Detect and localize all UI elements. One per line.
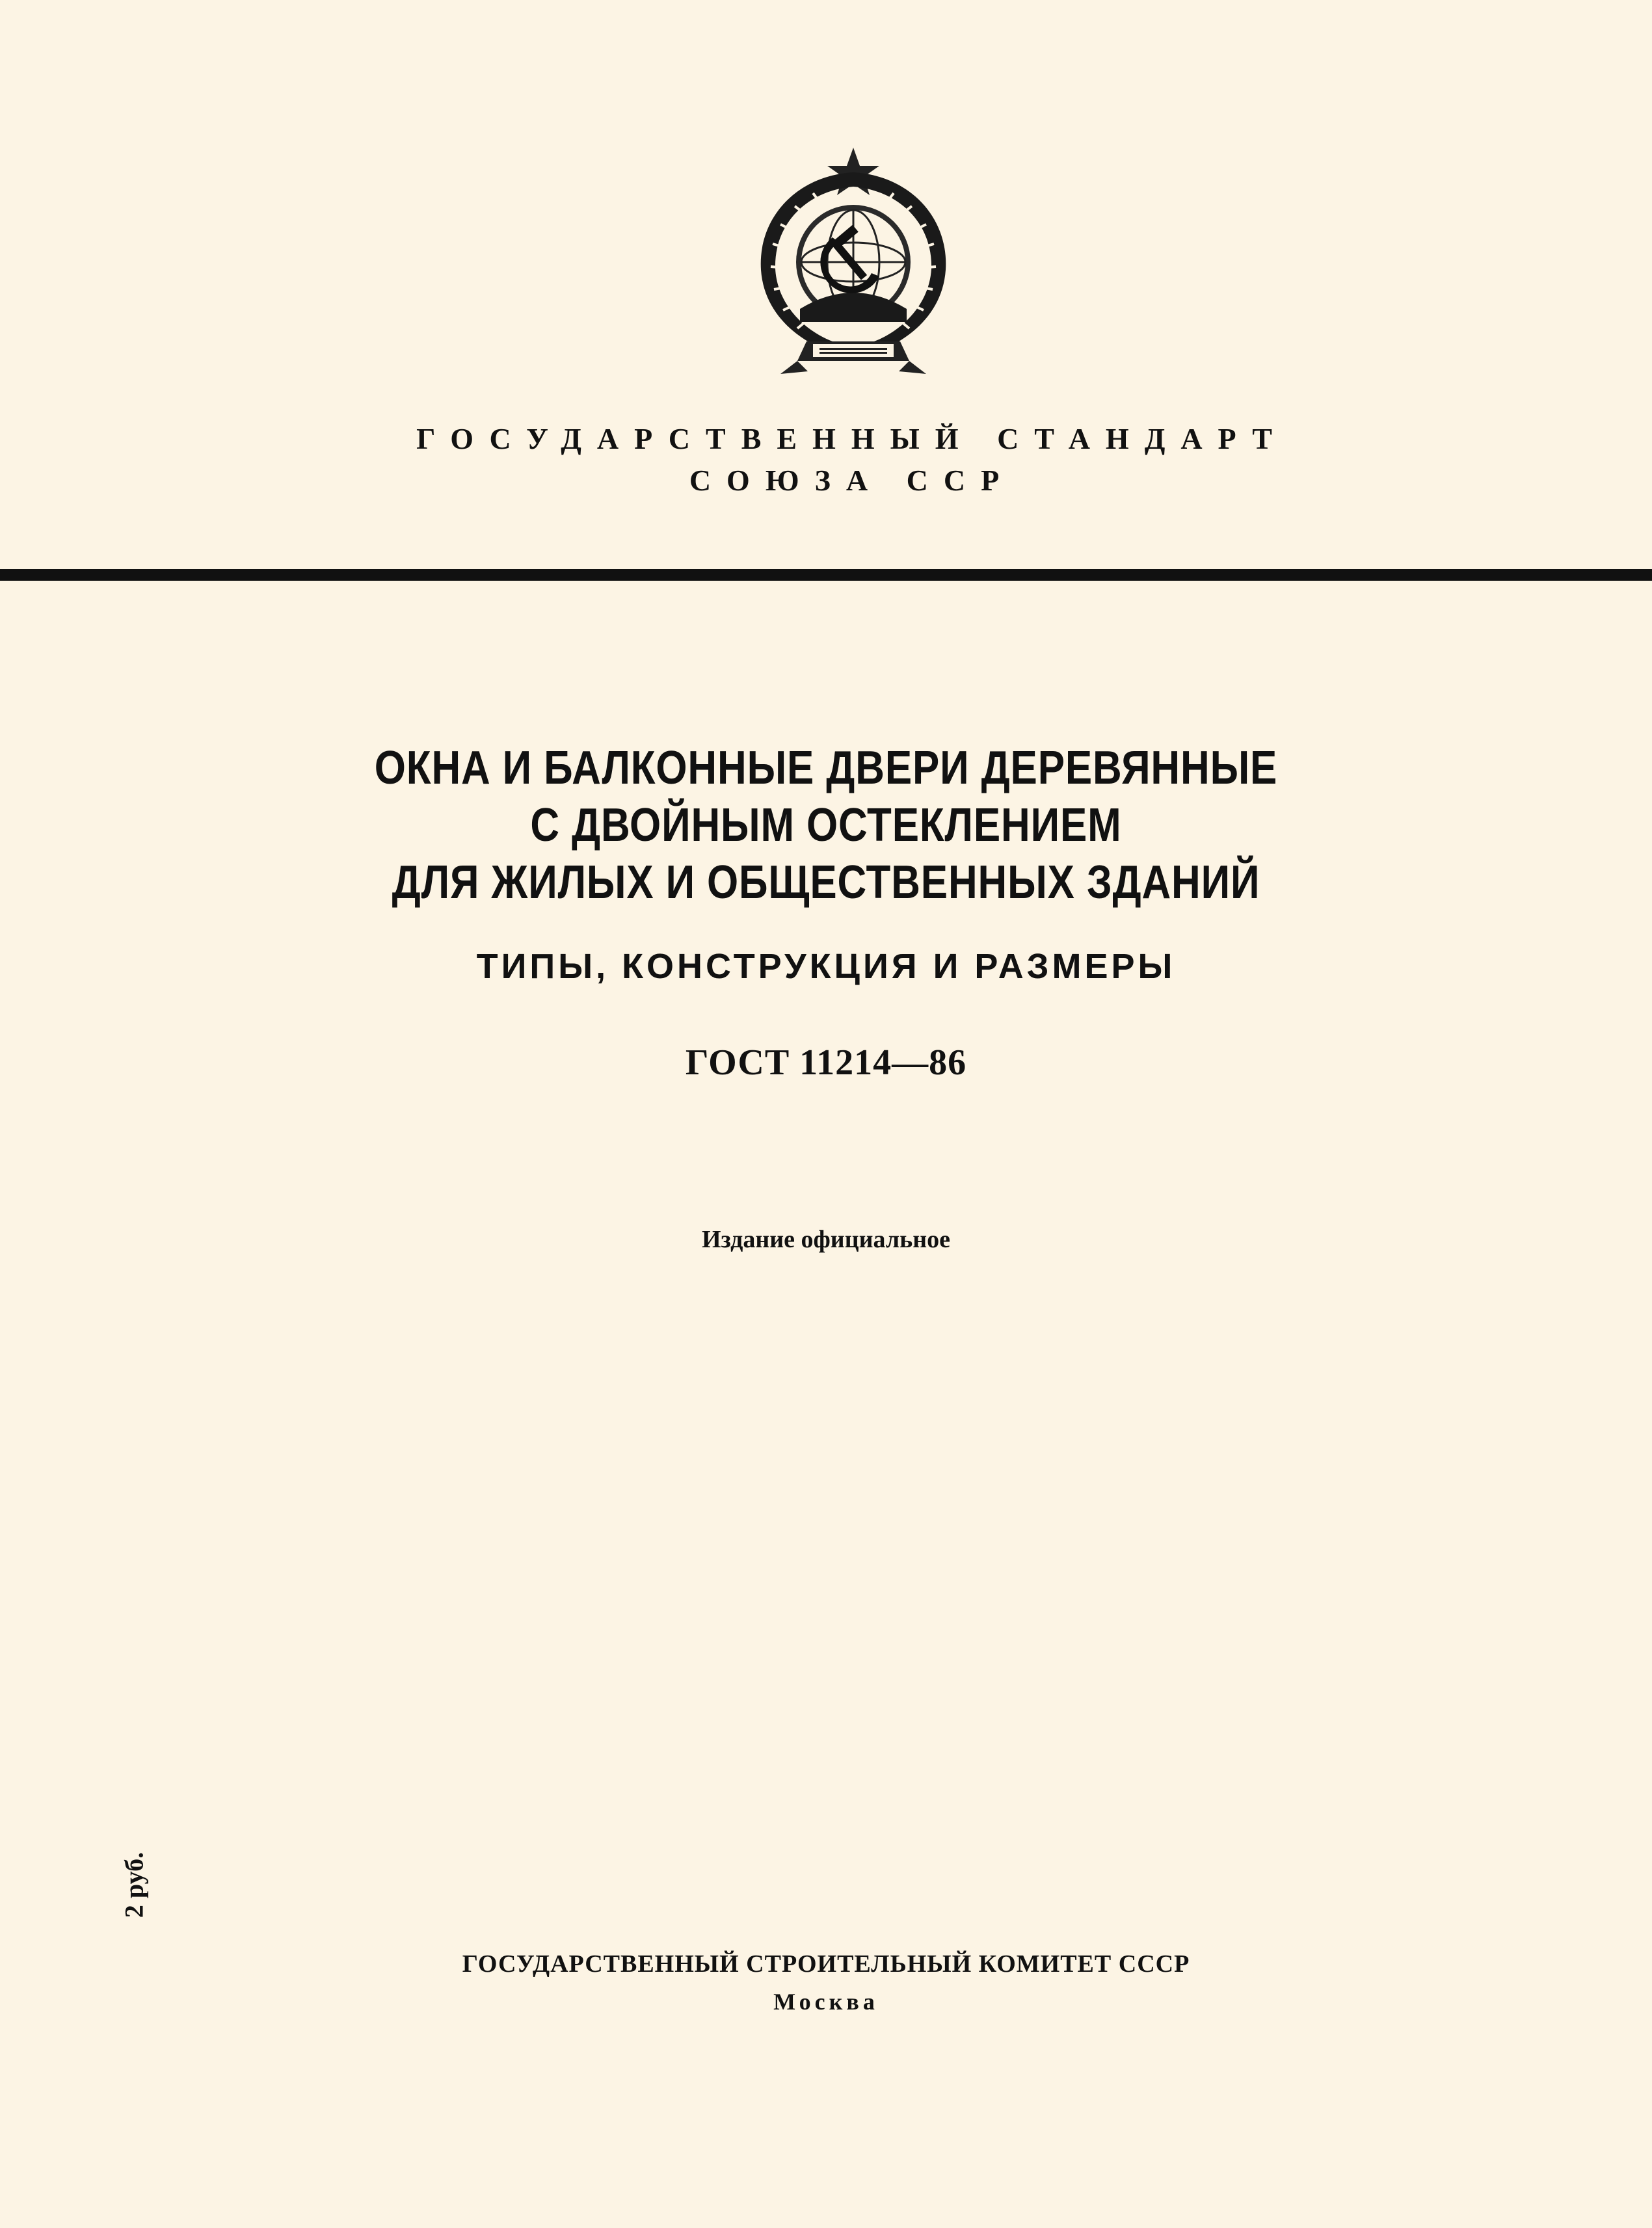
horizontal-divider (0, 569, 1652, 581)
title-line-1: ОКНА И БАЛКОННЫЕ ДВЕРИ ДЕРЕВЯННЫЕ (374, 742, 1278, 794)
header-state-standard: ГОСУДАРСТВЕННЫЙ СТАНДАРТ (416, 422, 1288, 455)
ussr-state-emblem-icon (735, 146, 972, 387)
publisher: ГОСУДАРСТВЕННЫЙ СТРОИТЕЛЬНЫЙ КОМИТЕТ СССР (462, 1950, 1190, 1978)
header-union-ssr: СОЮЗА ССР (689, 464, 1015, 497)
standard-number: ГОСТ 11214—86 (685, 1042, 967, 1083)
title-line-2: С ДВОЙНЫМ ОСТЕКЛЕНИЕМ (530, 799, 1122, 851)
price-label: 2 руб. (119, 1851, 149, 1918)
publication-city: Москва (773, 1989, 879, 2015)
document-subtitle: ТИПЫ, КОНСТРУКЦИЯ И РАЗМЕРЫ (476, 947, 1176, 986)
edition-note: Издание официальное (701, 1226, 950, 1253)
title-line-3: ДЛЯ ЖИЛЫХ И ОБЩЕСТВЕННЫХ ЗДАНИЙ (392, 856, 1260, 908)
